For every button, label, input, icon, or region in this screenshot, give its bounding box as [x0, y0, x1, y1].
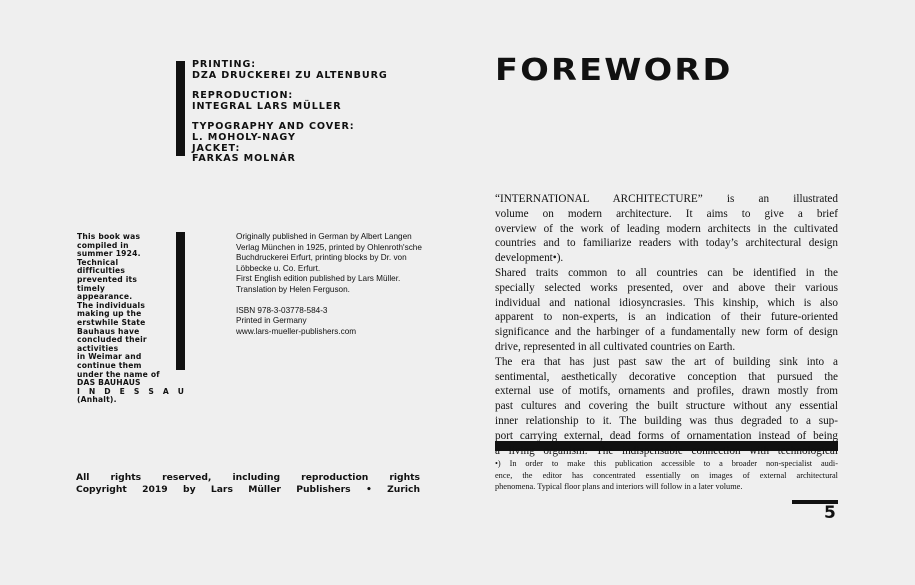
body-line: sentimental, aesthetically decorative conception that pursued the: [495, 370, 838, 383]
note-line: timely: [77, 283, 106, 293]
credit-line: INTEGRAL LARS MÜLLER: [192, 100, 342, 112]
footnote: [495, 458, 838, 493]
credit-line: TYPOGRAPHY AND COVER:: [192, 121, 355, 133]
footnote-line: ence, the editor has concentrated essentially on images of external architectural: [495, 470, 838, 480]
publication-info: [236, 232, 466, 337]
body-line: external use of motifs, ornaments and profiles, drawn mostly from: [495, 385, 838, 398]
credit-group-printing: [192, 60, 452, 81]
body-line: port carrying external, dead forms of ornamentation instead of being: [495, 429, 838, 442]
body-line: development•).: [495, 252, 564, 265]
credit-line: PRINTING:: [192, 59, 256, 70]
note-line: Bauhaus have: [77, 326, 140, 336]
pubinfo-line: Originally published in German by Albert Langen: [236, 232, 412, 241]
note-line: (Anhalt).: [77, 395, 117, 405]
copyright-notice: [76, 472, 420, 495]
page-number: 5: [824, 503, 836, 523]
body-line: countries and to familiarize readers with today’s architectural design: [495, 237, 838, 250]
body-line: apparent to non-experts, is an indication of their future-oriented: [495, 311, 838, 324]
note-line: appearance.: [77, 292, 133, 302]
pubinfo-line: Printed in Germany: [236, 316, 307, 325]
foreword-body: [495, 192, 838, 458]
note-line: activities: [77, 343, 119, 353]
body-line: The era that has just past saw the art of building sink into a: [495, 355, 838, 368]
credit-line: JACKET:: [192, 142, 241, 154]
note-line: concluded their: [77, 335, 147, 345]
note-line: compiled in: [77, 240, 129, 250]
note-line: prevented its: [77, 274, 138, 284]
credit-group-reproduction: [192, 91, 452, 112]
pubinfo-line: Buchdruckerei Erfurt, printing blocks by Dr. von: [236, 253, 407, 262]
note-bar: [176, 232, 185, 370]
body-line: “INTERNATIONAL ARCHITECTURE” is an illustrated: [495, 193, 838, 205]
body-line: specially selected works presented, over and above their various: [495, 281, 838, 294]
page-title: FOREWORD: [495, 53, 733, 88]
body-line: a living organism. The indispensable connection with technological: [495, 444, 838, 457]
note-line: difficulties: [77, 266, 126, 276]
body-line: overview of the work of leading modern architects in the cultivated: [495, 222, 838, 235]
rights-line: All rights reserved, including reproduction rights: [76, 472, 420, 483]
rights-line: Copyright 2019 by Lars Müller Publishers • Zurich: [76, 483, 420, 495]
note-line: Technical: [77, 257, 119, 267]
publisher-website: www.lars-mueller-publishers.com: [236, 326, 357, 336]
note-line: DAS BAUHAUS: [77, 378, 141, 388]
note-line: This book was: [77, 232, 141, 241]
credit-group-typography: [192, 122, 452, 164]
body-line: past cultures and covering the built structure without any essential: [495, 400, 838, 413]
body-line: volume on modern architecture. It aims to give a brief: [495, 207, 838, 220]
pubinfo-line: ISBN 978-3-03778-584-3: [236, 305, 328, 315]
note-line: I N D E S S A U: [77, 386, 188, 396]
body-line: drive, represented in all cultivated countries on Earth.: [495, 340, 736, 353]
print-credits: [192, 60, 452, 175]
body-line: significance and the harbinger of a fundamentally new form of design: [495, 326, 838, 339]
body-line: individual and national idiosyncrasies. This kinship, which is also: [495, 296, 838, 309]
credit-line: REPRODUCTION:: [192, 90, 294, 102]
pubinfo-spacer: [236, 295, 466, 306]
credits-bar: [176, 61, 185, 156]
credit-line: DZA DRUCKEREI ZU ALTENBURG: [192, 69, 388, 81]
compilation-note: [77, 232, 188, 405]
pubinfo-line: Löbbecke u. Co. Erfurt.: [236, 263, 321, 273]
note-line: in Weimar and: [77, 352, 142, 362]
credit-line: L. MOHOLY-NAGY: [192, 131, 296, 143]
note-line: summer 1924.: [77, 249, 141, 259]
footnote-line: •) In order to make this publication accessible to a broader non-specialist audi-: [495, 459, 838, 468]
pubinfo-line: First English edition published by Lars Müller.: [236, 274, 401, 283]
note-line: making up the: [77, 309, 142, 319]
note-line: erstwhile State: [77, 317, 146, 327]
note-line: The individuals: [77, 300, 146, 310]
pubinfo-line: Verlag München in 1925, printed by Ohlenroth'sche: [236, 242, 422, 252]
note-line: under the name of: [77, 369, 160, 379]
credit-line: FARKAS MOLNÁR: [192, 153, 296, 165]
footnote-line: phenomena. Typical floor plans and interiors will follow in a later volume.: [495, 482, 743, 491]
pubinfo-line: Translation by Helen Ferguson.: [236, 284, 350, 294]
note-line: continue them: [77, 360, 142, 370]
body-line: inner relationship to it. The building was thus degraded to a sup-: [495, 414, 838, 427]
body-line: Shared traits common to all countries can be identified in the: [495, 266, 838, 279]
